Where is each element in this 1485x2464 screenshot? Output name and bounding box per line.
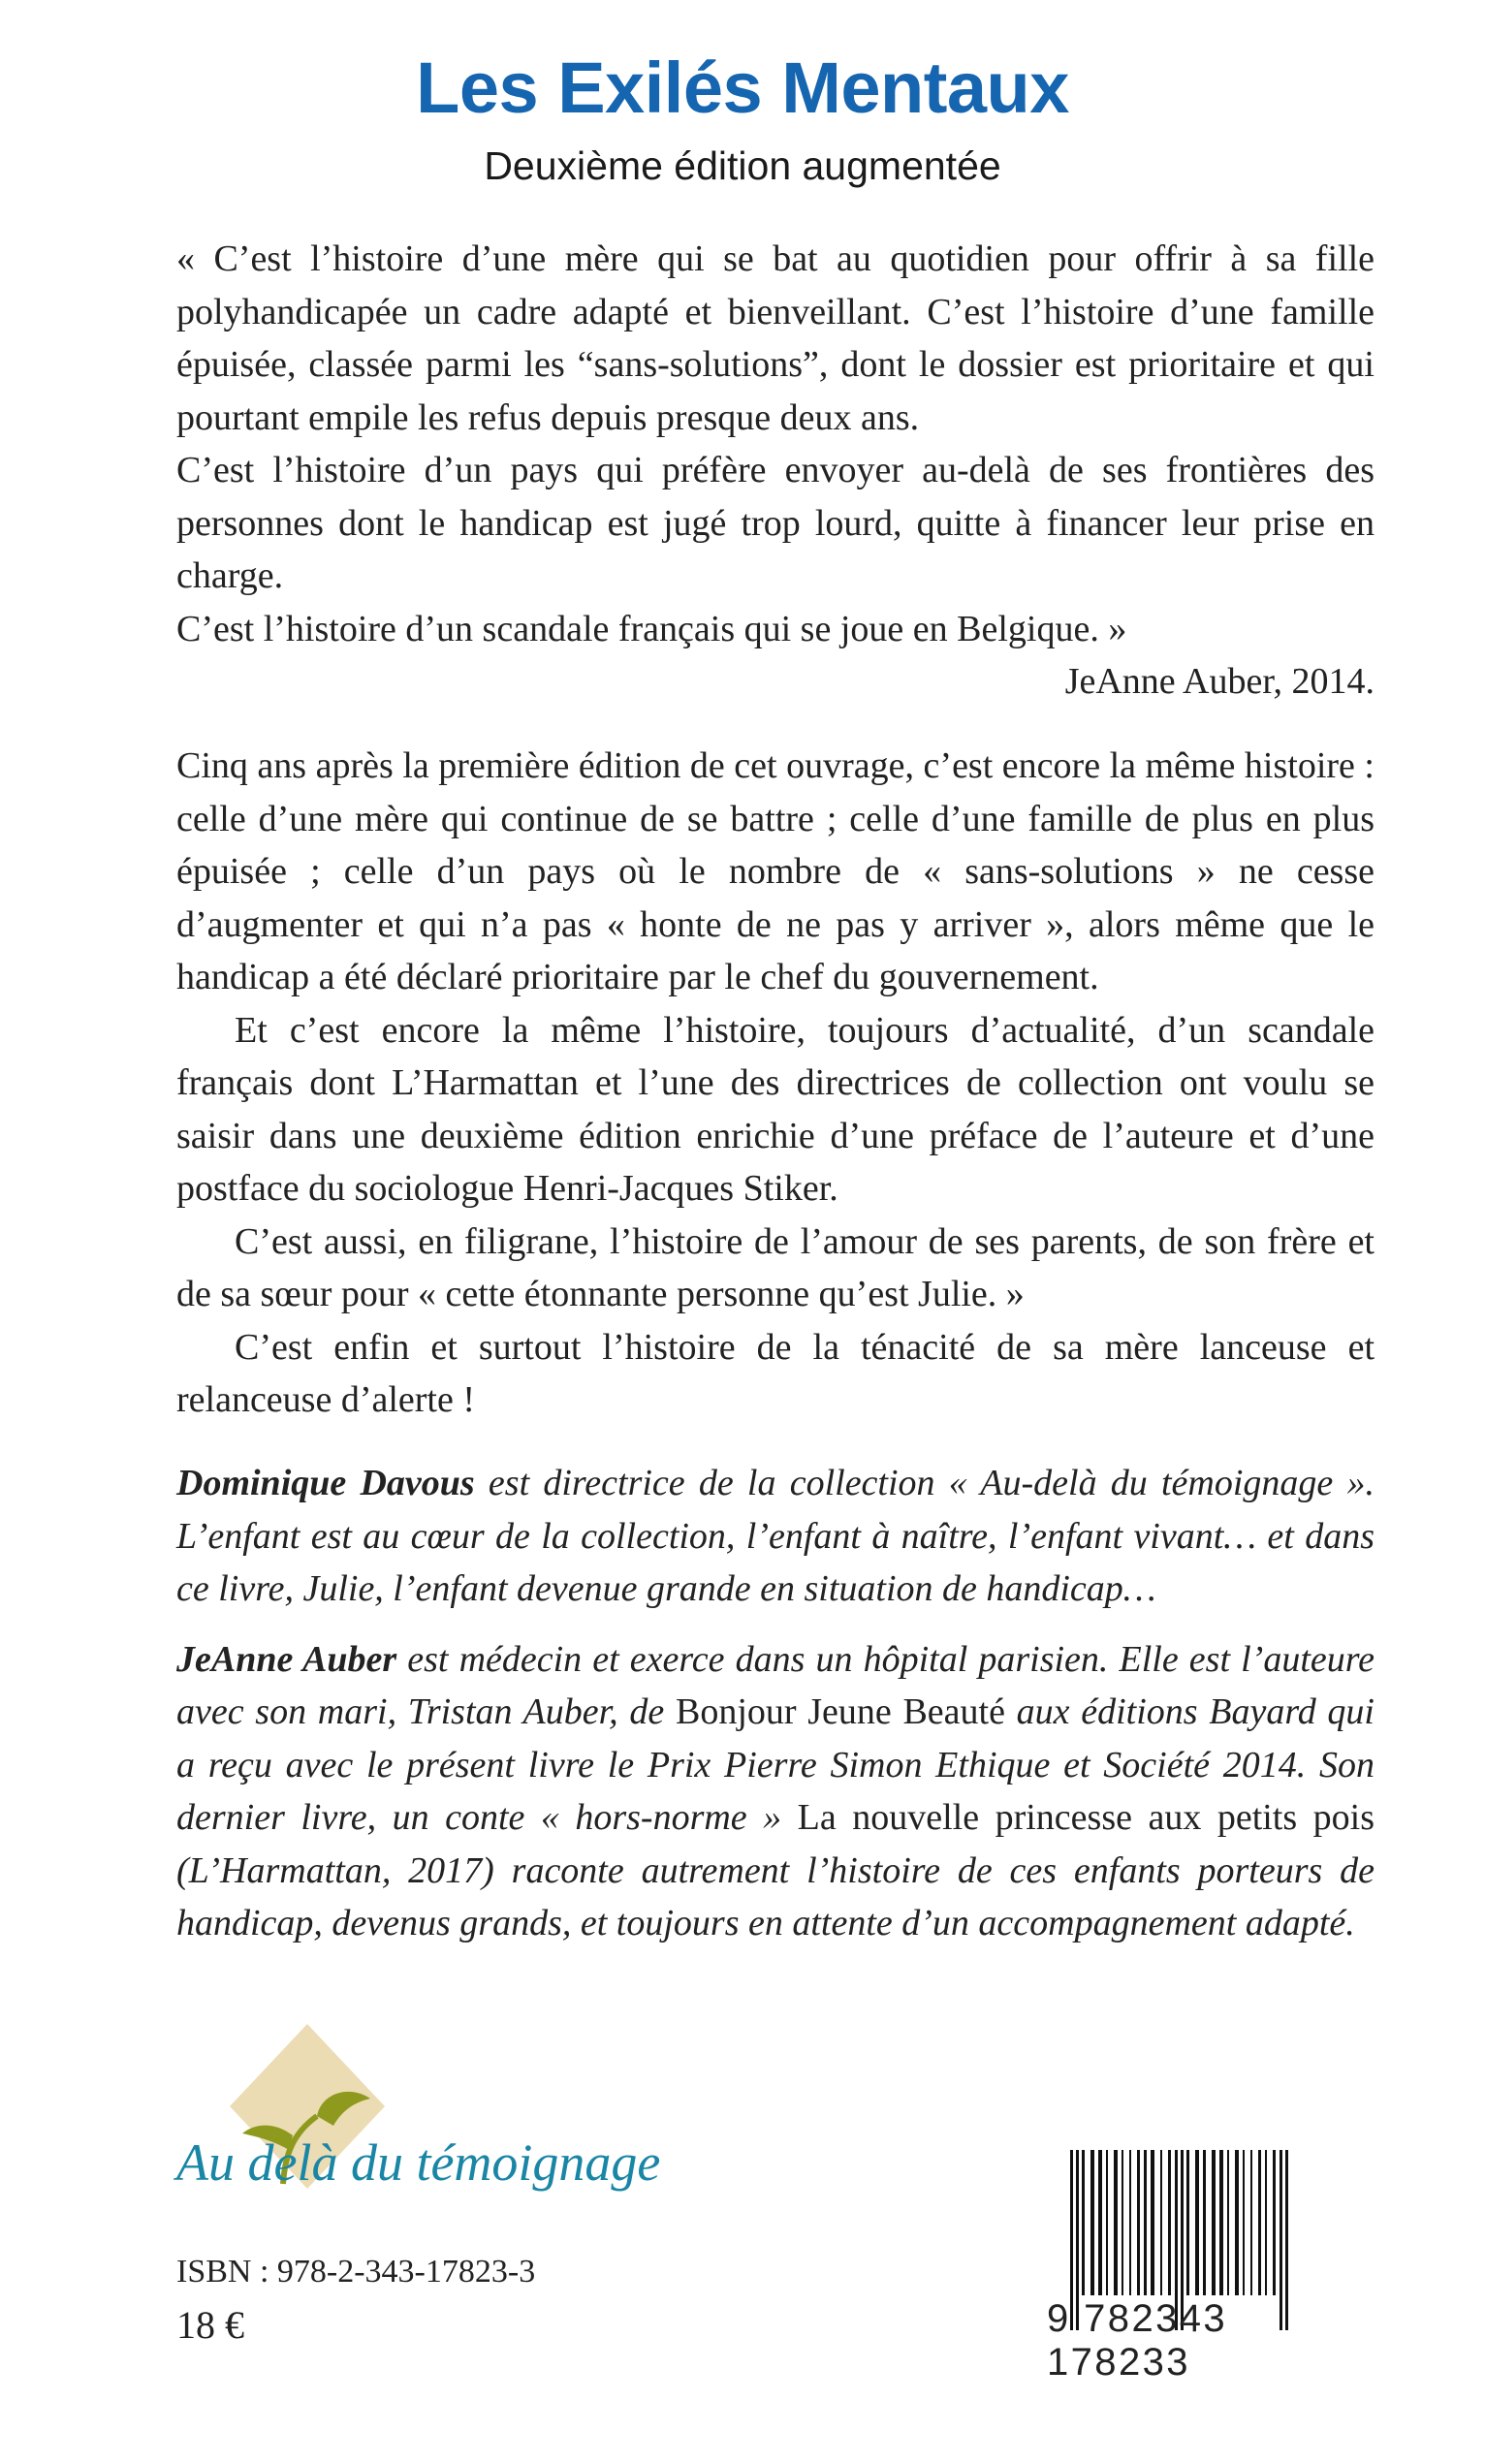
quote-block	[176, 233, 1374, 709]
bio-auber-text: (L’Harmattan, 2017) raconte autrement l’histoire de ces enfants porteurs de handicap, devenus grands, et toujours en attente d’un accompagnement adapté.	[176, 1849, 1374, 1943]
quote-paragraph: C’est l’histoire d’un pays qui préfère envoyer au-delà de ses frontières des personnes dont le handicap est jugé trop lourd, quitte à financer leur prise en charge.	[176, 450, 1374, 596]
bio-auber-text: est médecin et exerce dans un hôpital parisien. Elle est l’auteure avec son mari, Tristan Auber, de	[176, 1638, 1374, 1732]
summary-paragraph: C’est aussi, en filigrane, l’histoire de l’amour de ses parents, de son frère et de sa sœur pour « cette étonnante personne qu’est Julie. »	[176, 1220, 1374, 1314]
author-bios	[176, 1457, 1374, 1950]
summary-paragraph: C’est enfin et surtout l’histoire de la ténacité de sa mère lanceuse et relanceuse d’alerte !	[176, 1326, 1374, 1420]
book-subtitle: Deuxième édition augmentée	[484, 143, 1001, 188]
quote-paragraph: « C’est l’histoire d’une mère qui se bat au quotidien pour offrir à sa fille polyhandicapée un cadre adapté et bienveillant. C’est l’histoire d’une famille épuisée, classée parmi les “sans-solutions”, dont le dossier est prioritaire et qui pourtant empile les refus depuis presque deux ans.	[176, 238, 1374, 438]
summary-block	[176, 740, 1374, 1427]
isbn: ISBN : 978-2-343-17823-3	[176, 2254, 536, 2290]
bio-auber-book-title: La nouvelle princesse aux petits pois	[797, 1797, 1374, 1838]
bio-davous-text: est directrice de la collection « Au-delà du témoignage ». L’enfant est au cœur de la collection, l’enfant à naître, l’enfant vivant… et dans ce livre, Julie, l’enfant devenue grande en situation de handicap…	[176, 1463, 1374, 1609]
book-title: Les Exilés Mentaux	[416, 47, 1069, 128]
bio-davous	[176, 1457, 1374, 1616]
barcode-digits: 9 782343 178233	[1047, 2297, 1228, 2384]
summary-paragraph: Et c’est encore la même l’histoire, toujours d’actualité, d’un scandale français dont L’Harmattan et l’une des directrices de collection ont voulu se saisir dans une deuxième édition enrichie d’une préface de l’auteure et d’une postface du sociologue Henri-Jacques Stiker.	[176, 1009, 1374, 1209]
quote-signature: JeAnne Auber, 2014.	[1064, 661, 1374, 702]
summary-paragraph: Cinq ans après la première édition de cet ouvrage, c’est encore la même histoire : celle d’une mère qui continue de se battre ; celle d’une famille de plus en plus épuisée ; celle d’un pays où le nombre de « sans-solutions » ne cesse d’augmenter et qui n’a pas « honte de ne pas y arriver », alors même que le handicap a été déclaré prioritaire par le chef du gouvernement.	[176, 745, 1374, 997]
bio-auber-text: aux éditions Bayard qui a reçu avec le présent livre le Prix Pierre Simon Ethique et Société 2014. Son dernier livre, un conte « hors-norme »	[176, 1691, 1374, 1838]
bio-auber-book-title: Bonjour Jeune Beauté	[675, 1691, 1005, 1732]
collection-logo-text: Au delà du témoignage	[176, 2133, 661, 2192]
bio-auber-name: JeAnne Auber	[176, 1638, 397, 1680]
bio-davous-name: Dominique Davous	[176, 1463, 475, 1503]
quote-paragraph: C’est l’histoire d’un scandale français qui se joue en Belgique. »	[176, 608, 1127, 649]
price: 18 €	[176, 2303, 244, 2347]
bio-auber	[176, 1633, 1374, 1950]
